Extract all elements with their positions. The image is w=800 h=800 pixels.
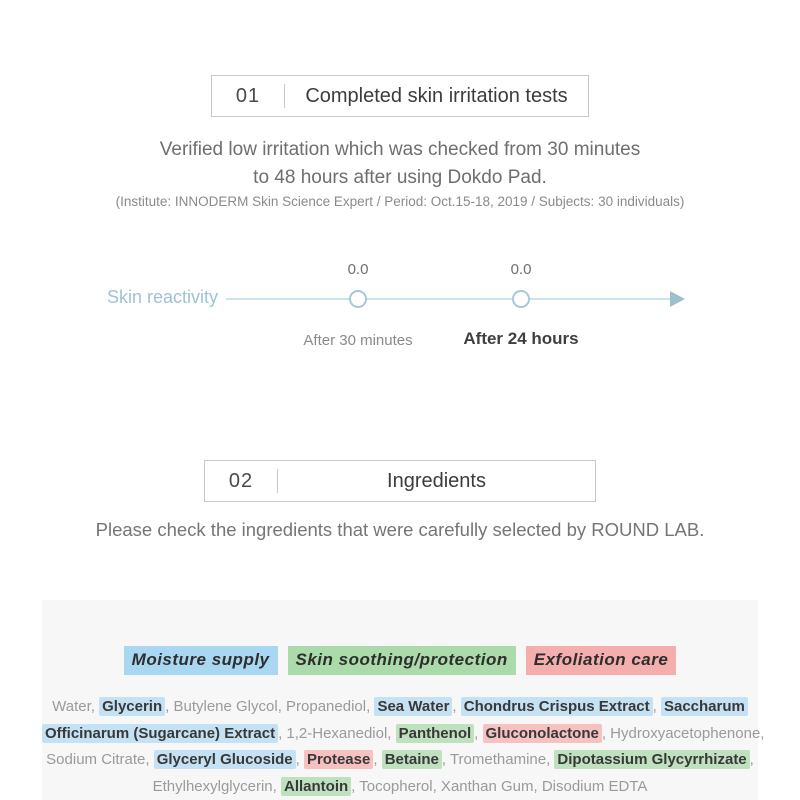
legend-item-red: Exfoliation care (526, 646, 677, 675)
ingredient-text: Sodium Citrate, (46, 751, 154, 768)
data-point-marker-1 (349, 290, 367, 308)
ingredient-line (42, 774, 758, 800)
ingredient-legend (42, 646, 758, 675)
ingredient-highlight-green: Allantoin (281, 777, 351, 796)
ingredient-highlight-blue: Chondrus Crispus Extract (461, 697, 653, 716)
reactivity-axis-line (226, 298, 672, 300)
ingredient-highlight-red: Protease (304, 750, 373, 769)
data-point-value-1: 0.0 (347, 261, 369, 278)
legend-item-blue: Moisture supply (124, 646, 278, 675)
ingredient-highlight-blue: Saccharum (661, 697, 748, 716)
ingredient-highlight-blue: Glyceryl Glucoside (154, 750, 296, 769)
data-point-caption-2: After 24 hours (463, 329, 579, 348)
section-01-header (211, 75, 589, 117)
ingredient-text: Ethylhexylglycerin, (152, 777, 281, 795)
description-line-2: to 48 hours after using Dokdo Pad. (253, 167, 547, 188)
ingredient-line (42, 747, 758, 774)
ingredient-text: , (373, 751, 382, 768)
ingredient-text: , (474, 724, 483, 742)
ingredient-text: , 1,2-Hexanediol, (278, 724, 396, 742)
section-01-title: Completed skin irritation tests (305, 84, 568, 107)
ingredient-text: , (652, 698, 661, 715)
ingredient-highlight-blue: Sea Water (374, 697, 452, 716)
test-institute-note: (Institute: INNODERM Skin Science Expert / Period: Oct.15-18, 2019 / Subjects: 30 individuals) (115, 194, 685, 209)
ingredient-text: , Tromethamine, (441, 751, 555, 768)
section-02-header (204, 460, 596, 502)
ingredient-text: , (749, 751, 754, 768)
ingredient-text: , (452, 698, 461, 715)
arrow-right-icon (670, 291, 685, 307)
data-point-value-2: 0.0 (510, 261, 532, 278)
ingredient-text: , Butylene Glycol, Propanediol, (165, 698, 375, 715)
section-01-number: 01 (235, 84, 261, 107)
ingredient-highlight-blue: Officinarum (Sugarcane) Extract (42, 724, 278, 743)
ingredient-highlight-green: Dipotassium Glycyrrhizate (554, 750, 749, 769)
ingredient-text: Water, (52, 698, 100, 715)
section-02-description: Please check the ingredients that were carefully selected by ROUND LAB. (95, 519, 705, 540)
ingredient-highlight-green: Panthenol (396, 724, 475, 743)
skin-reactivity-label: Skin reactivity (107, 287, 219, 307)
ingredient-highlight-red: Gluconolactone (483, 724, 602, 743)
section-02-title: Ingredients (387, 469, 486, 492)
description-line-1: Verified low irritation which was checked from 30 minutes (159, 139, 641, 160)
ingredient-line (42, 721, 765, 748)
ingredient-text: , Tocopherol, Xanthan Gum, Disodium EDTA (351, 777, 648, 795)
data-point-marker-2 (512, 290, 530, 308)
legend-item-green: Skin soothing/protection (288, 646, 516, 675)
ingredient-highlight-green: Betaine (382, 750, 442, 769)
ingredient-text: , (295, 751, 304, 768)
ingredients-panel (42, 600, 765, 800)
section-02-number: 02 (228, 469, 254, 492)
section-01-description (0, 136, 800, 192)
ingredient-text: , Hydroxyacetophenone, (601, 724, 765, 742)
data-point-caption-1: After 30 minutes (303, 332, 413, 349)
ingredient-list (42, 694, 765, 800)
ingredient-highlight-blue: Glycerin (99, 697, 165, 716)
ingredient-line (42, 694, 758, 721)
